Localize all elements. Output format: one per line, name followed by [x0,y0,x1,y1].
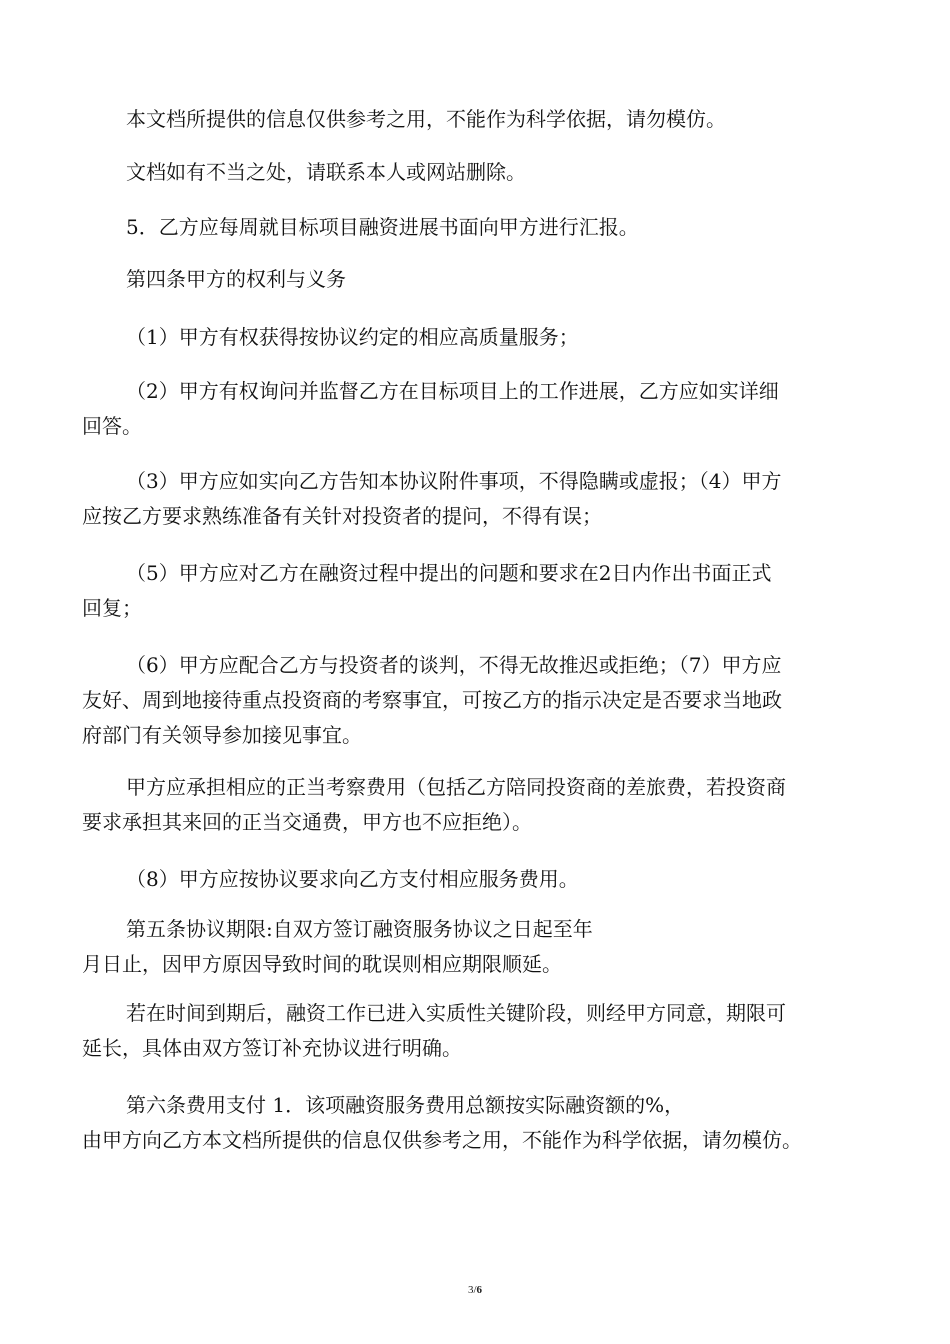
text-line: 本文档所提供的信息仅供参考之用，不能作为科学依据，请勿模仿。 [126,107,726,131]
text-line: 府部门有关领导参加接见事宜。 [82,723,362,747]
text-line: 第四条甲方的权利与义务 [126,267,346,291]
paragraph-clause-5 [82,556,872,626]
paragraph-extension [82,996,872,1066]
paragraph-inspection-costs [82,770,872,840]
paragraph-clause-1 [82,320,872,355]
paragraph-clause-3-4 [82,464,872,534]
text-line: 文档如有不当之处，请联系本人或网站删除。 [126,160,526,184]
paragraph-article-6 [82,1088,872,1158]
page-number-current: 3/ [467,1284,477,1296]
paragraph-clause-2 [82,374,872,444]
section-heading-article-4 [82,262,872,297]
text-line: 甲方应承担相应的正当考察费用（包括乙方陪同投资商的差旅费，若投资商 [126,775,786,799]
text-line: 回答。 [82,414,142,438]
text-line: 第五条协议期限:自双方签订融资服务协议之日起至年 [126,917,593,941]
text-line: 回复； [82,596,142,620]
text-line: （8）甲方应按协议要求向乙方支付相应服务费用。 [126,867,579,891]
page-number [0,1284,950,1296]
text-line: （6）甲方应配合乙方与投资者的谈判，不得无故推迟或拒绝；（7）甲方应 [126,653,782,677]
text-line: 延长，具体由双方签订补充协议进行明确。 [82,1036,462,1060]
text-line: （1）甲方有权获得按协议约定的相应高质量服务； [126,325,579,349]
text-line: 要求承担其来回的正当交通费，甲方也不应拒绝）。 [82,810,532,834]
paragraph-clause-6-7 [82,648,872,753]
paragraph-article-5 [82,912,872,982]
text-line: 应按乙方要求熟练准备有关针对投资者的提问，不得有误； [82,504,602,528]
paragraph-item-5 [82,210,872,245]
text-line: 月日止，因甲方原因导致时间的耽误则相应期限顺延。 [82,952,562,976]
text-line: 由甲方向乙方本文档所提供的信息仅供参考之用，不能作为科学依据，请勿模仿。 [82,1128,802,1152]
text-line: 5．乙方应每周就目标项目融资进展书面向甲方进行汇报。 [126,215,639,239]
page-number-total: 6 [476,1284,483,1296]
text-line: （5）甲方应对乙方在融资过程中提出的问题和要求在2日内作出书面正式 [126,561,772,585]
text-line: 若在时间到期后，融资工作已进入实质性关键阶段，则经甲方同意，期限可 [126,1001,786,1025]
text-line: （2）甲方有权询问并监督乙方在目标项目上的工作进展，乙方应如实详细 [126,379,779,403]
paragraph-delete-notice [82,155,872,190]
text-line: 第六条费用支付 1．该项融资服务费用总额按实际融资额的%， [126,1093,685,1117]
text-line: （3）甲方应如实向乙方告知本协议附件事项，不得隐瞒或虚报；（4）甲方 [126,469,782,493]
paragraph-disclaimer [82,102,872,137]
paragraph-clause-8 [82,862,872,897]
text-line: 友好、周到地接待重点投资商的考察事宜，可按乙方的指示决定是否要求当地政 [82,688,782,712]
